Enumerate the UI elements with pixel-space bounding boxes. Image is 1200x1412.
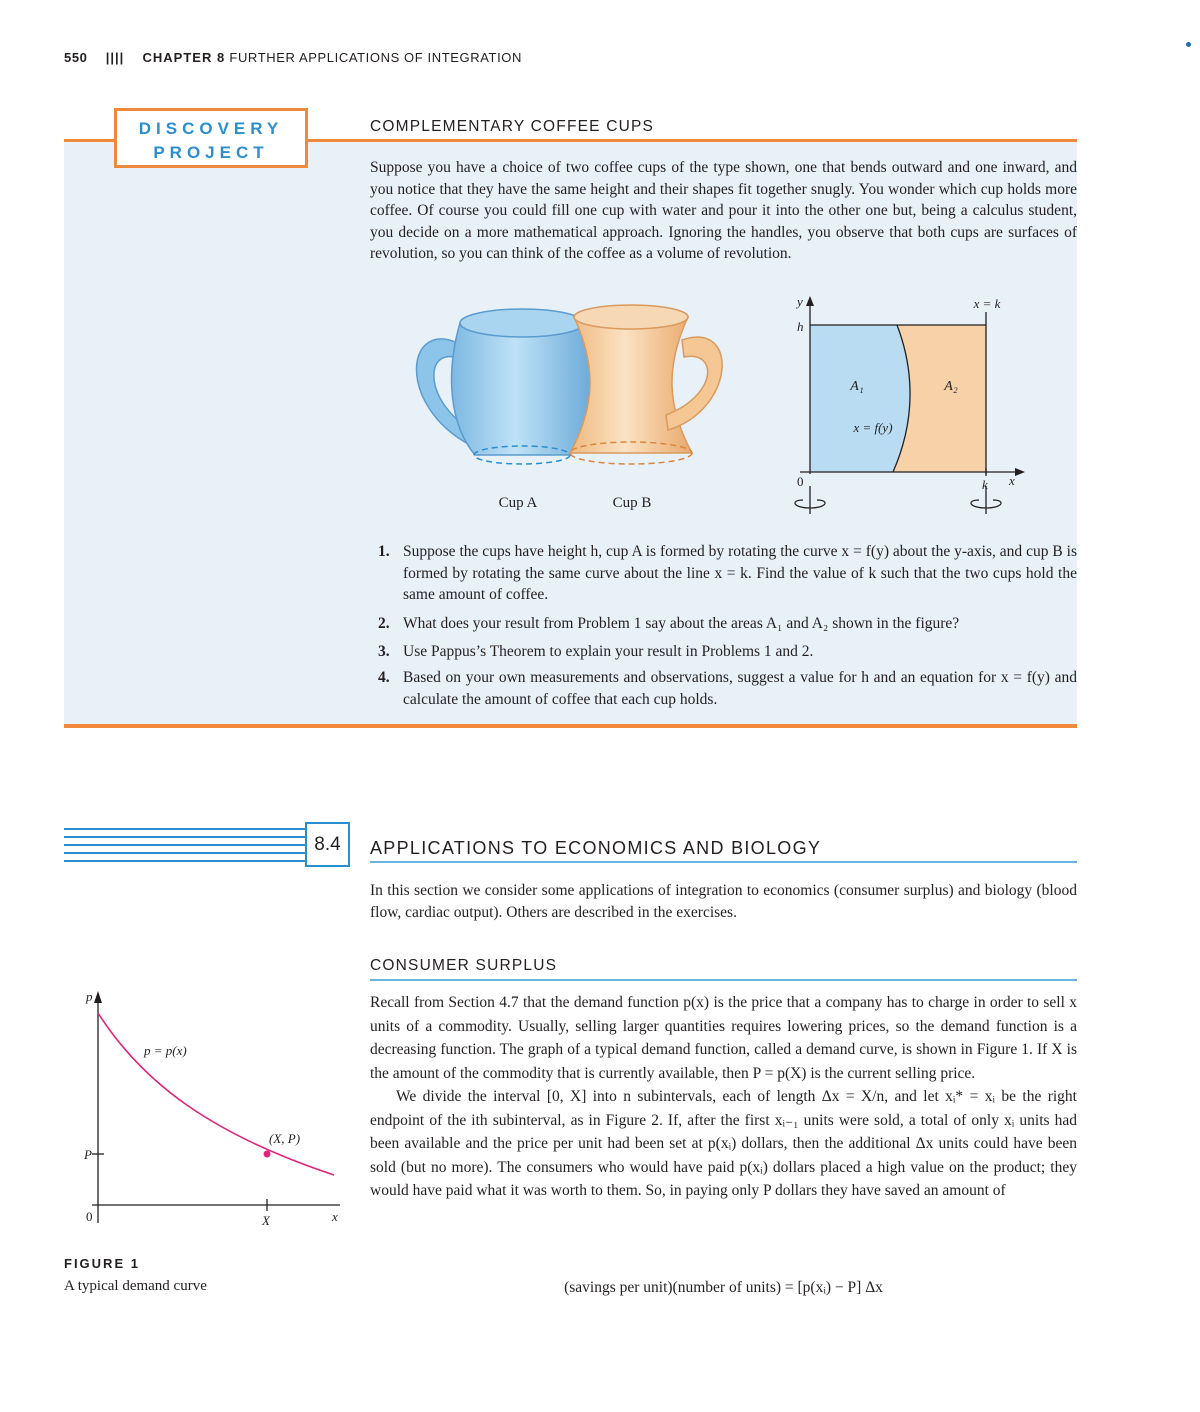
savings-equation: (savings per unit)(number of units) = [p(xᵢ) − P] Δx xyxy=(564,1279,883,1296)
tag-line-2: PROJECT xyxy=(153,143,269,162)
label-point: (X, P) xyxy=(269,1131,301,1146)
label-x: x xyxy=(1009,473,1015,488)
region-a1 xyxy=(810,325,910,472)
problem-text: Suppose the cups have height h, cup A is formed by rotating the curve x = f(y) about the y-axis, and cup B is formed by rotating the same curve about the line x = k. Find the value of k such that the two cups hold the same amount of coffee. xyxy=(403,543,1077,603)
section-title-rule xyxy=(370,861,1077,863)
demand-curve-figure xyxy=(64,985,354,1240)
section-number: 8.4 xyxy=(305,822,350,867)
cup-b-rim xyxy=(574,305,688,329)
cup-a-label: Cup A xyxy=(498,495,538,511)
separator: |||| xyxy=(105,50,125,65)
label-x-axis: x xyxy=(332,1209,338,1224)
section-rule-5 xyxy=(64,860,306,862)
section-rule-4 xyxy=(64,852,306,854)
project-title: COMPLEMENTARY COFFEE CUPS xyxy=(370,118,655,135)
running-head xyxy=(64,50,522,65)
subsection-title: CONSUMER SURPLUS xyxy=(370,957,558,974)
discovery-project-tag xyxy=(114,108,308,168)
label-origin: 0 xyxy=(797,474,804,489)
label-k: k xyxy=(982,477,988,492)
label-p-axis: p xyxy=(86,989,93,1004)
problem-text: Use Pappus’s Theorem to explain your result in Problems 1 and 2. xyxy=(403,643,814,660)
section-intro: In this section we consider some applications of integration to economics (consumer surplus) and biology (blood flow, cardiac output). Others are described in the exercises. xyxy=(370,882,1077,921)
label-line: x = k xyxy=(973,296,1001,311)
section-rule-1 xyxy=(64,828,306,830)
problem-number: 2. xyxy=(378,615,390,632)
demand-curve xyxy=(98,1013,334,1175)
corner-dot xyxy=(1186,42,1191,47)
label-a1: A₁ xyxy=(850,379,864,394)
label-h: h xyxy=(797,319,804,334)
project-intro: Suppose you have a choice of two coffee cups of the type shown, one that bends outward and one inward, and you notice that they have the same height and their shapes fit together snugly. You wonder which cup holds more coffee. Of course you could fill one cup with water and pour it into the other one but, being a calculus student, you decide on a more mathematical approach. Ignoring the handles, you observe that both cups are surfaces of revolution, so you can think of the coffee as a volume of revolution. xyxy=(370,159,1077,262)
problem-list xyxy=(370,541,1077,716)
section-title: APPLICATIONS TO ECONOMICS AND BIOLOGY xyxy=(370,838,822,858)
paragraph-2: We divide the interval [0, X] into n subintervals, each of length Δx = X/n, and let xᵢ* = xᵢ be the right endpoint of the ith subinterval, as in Figure 2. If, after the first xᵢ₋₁ units were sold, a total of only xᵢ units had been available and the price per unit had been set at p(xᵢ) dollars, then the additional Δx units could have been sold (but no more). The consumers who would have paid p(xᵢ) dollars placed a high value on the product; they would have paid what it was worth to them. So, in paying only P dollars they have saved an amount of xyxy=(370,1088,1077,1199)
chapter-title: FURTHER APPLICATIONS OF INTEGRATION xyxy=(229,50,522,65)
point-xp xyxy=(264,1151,271,1158)
label-curve: x = f(y) xyxy=(853,420,893,435)
paragraph-1: Recall from Section 4.7 that the demand function p(x) is the price that a company has to charge in order to sell x units of a commodity. Usually, selling larger quantities requires lowering prices, so the demand function is a decreasing function. The graph of a typical demand function, called a demand curve, is shown in Figure 1. If X is the amount of the commodity that is currently available, then P = p(X) is the current selling price. xyxy=(370,994,1077,1082)
coffee-cups-illustration xyxy=(400,295,740,520)
label-a2: A₂ xyxy=(944,379,958,394)
problem-text: What does your result from Problem 1 say about the areas A₁ and A₂ shown in the figure? xyxy=(403,615,960,632)
label-y: y xyxy=(797,294,803,309)
section-rule-2 xyxy=(64,836,306,838)
figure-label: FIGURE 1 xyxy=(64,1256,140,1271)
subsection-rule xyxy=(370,979,1077,981)
cup-a-rim xyxy=(460,309,584,337)
consumer-surplus-text xyxy=(370,991,1077,1203)
cup-a-body xyxy=(452,323,594,455)
label-p-tick: P xyxy=(84,1147,92,1162)
tag-line-1: DISCOVERY xyxy=(138,119,284,138)
cup-b-label: Cup B xyxy=(612,495,652,511)
label-origin: 0 xyxy=(86,1209,93,1224)
label-curve: p = p(x) xyxy=(144,1043,187,1058)
figure-caption: A typical demand curve xyxy=(64,1278,207,1294)
page-number: 550 xyxy=(64,50,88,65)
problem-number: 1. xyxy=(378,543,390,560)
label-x-tick: X xyxy=(262,1213,270,1228)
problem-text: Based on your own measurements and observations, suggest a value for h and an equation for x = f(y) and calculate the amount of coffee that each cup holds. xyxy=(403,669,1077,708)
problem-number: 3. xyxy=(378,643,390,660)
problem-number: 4. xyxy=(378,669,390,686)
section-rule-3 xyxy=(64,844,306,846)
chapter-label: CHAPTER 8 xyxy=(142,50,226,65)
region-diagram xyxy=(775,292,1035,517)
